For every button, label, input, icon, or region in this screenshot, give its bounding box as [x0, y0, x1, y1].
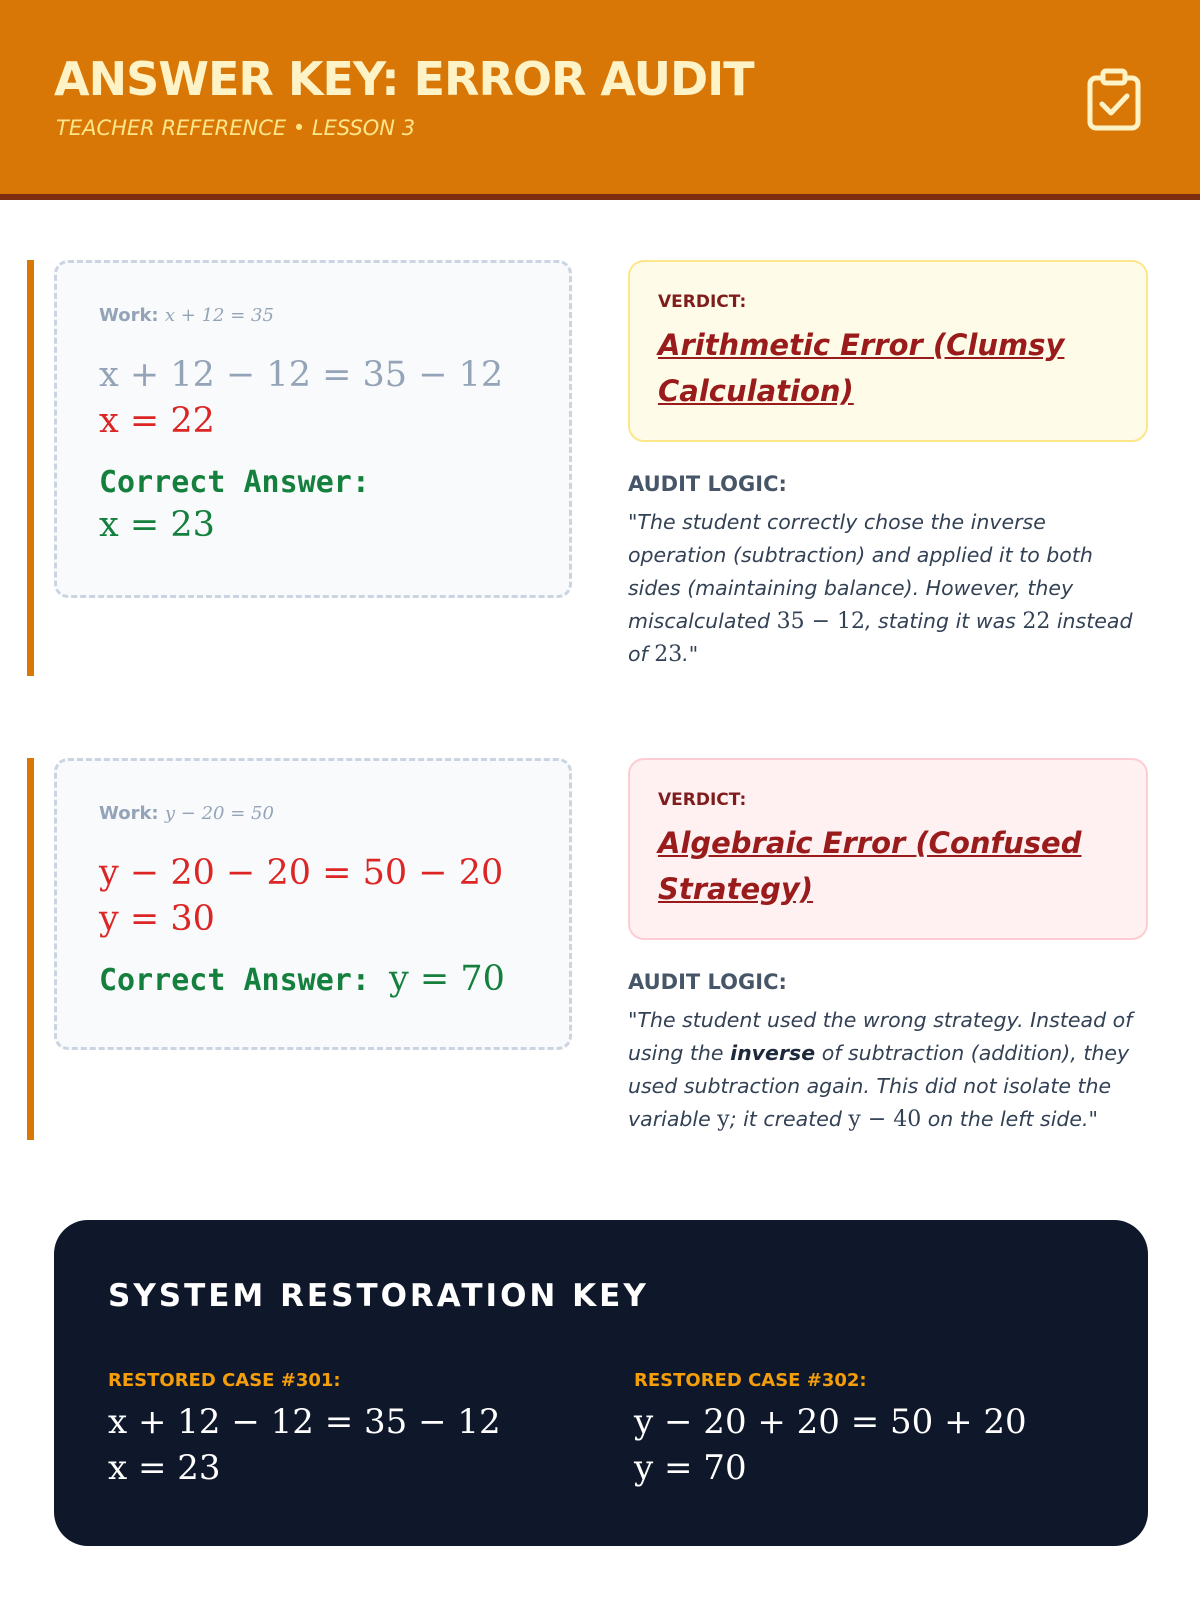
- audit-logic-text: "The student used the wrong strategy. Instead of using the inverse of subtraction (addition), they used subtraction again. This did not isolate the variable y; it created y − 40 on the left side.": [628, 1008, 1133, 1132]
- audit-logic-text: "The student correctly chose the inverse operation (subtraction) and applied it to both sides (maintaining balance). However, they miscalculated 35 − 12, stating it was 22 instead of 23.": [628, 510, 1133, 667]
- correct-answer-label: Correct Answer:: [99, 963, 370, 998]
- restored-case-302-line-1: y − 20 + 20 = 50 + 20: [634, 1402, 1027, 1442]
- verdict-box: [628, 260, 1148, 442]
- student-step-2: y = 30: [99, 899, 215, 939]
- verdict-text: Algebraic Error (Confused Strategy): [658, 826, 1082, 906]
- audit-logic-title: AUDIT LOGIC:: [628, 472, 787, 496]
- restored-case-301-line-2: x = 23: [108, 1448, 221, 1488]
- work-label: Work: x + 12 = 35: [99, 305, 274, 326]
- audit-logic-title: AUDIT LOGIC:: [628, 970, 787, 994]
- clipboard-check-icon: [1086, 68, 1142, 132]
- restored-case-302-line-2: y = 70: [634, 1448, 747, 1488]
- verdict-text: Arithmetic Error (Clumsy Calculation): [658, 328, 1065, 408]
- work-label: Work: y − 20 = 50: [99, 803, 274, 824]
- correct-answer-value: y = 70: [389, 959, 505, 999]
- student-step-2: x = 22: [99, 401, 215, 441]
- page-title: ANSWER KEY: ERROR AUDIT: [54, 52, 754, 106]
- correct-answer-value: x = 23: [99, 505, 215, 545]
- correct-answer-row: [99, 959, 505, 999]
- restored-case-301-label: RESTORED CASE #301:: [108, 1370, 341, 1391]
- student-work-box: [54, 260, 572, 598]
- audit-case-1: [0, 260, 1200, 680]
- verdict-box: [628, 758, 1148, 940]
- student-step-1: x + 12 − 12 = 35 − 12: [99, 355, 504, 395]
- work-equation: x + 12 = 35: [164, 305, 274, 326]
- verdict-label: VERDICT:: [658, 790, 747, 810]
- restoration-title: SYSTEM RESTORATION KEY: [108, 1278, 649, 1314]
- restoration-key-panel: [54, 1220, 1148, 1546]
- restored-case-301-line-1: x + 12 − 12 = 35 − 12: [108, 1402, 501, 1442]
- case-accent-bar: [27, 758, 34, 1140]
- audit-case-2: [0, 758, 1200, 1148]
- page-header: [0, 0, 1200, 200]
- student-work-box: [54, 758, 572, 1050]
- student-step-1: y − 20 − 20 = 50 − 20: [99, 853, 504, 893]
- verdict-label: VERDICT:: [658, 292, 747, 312]
- page-subtitle: TEACHER REFERENCE • LESSON 3: [56, 116, 416, 140]
- work-equation: y − 20 = 50: [164, 803, 274, 824]
- case-accent-bar: [27, 260, 34, 676]
- correct-answer-label: Correct Answer:: [99, 465, 370, 500]
- restored-case-302-label: RESTORED CASE #302:: [634, 1370, 867, 1391]
